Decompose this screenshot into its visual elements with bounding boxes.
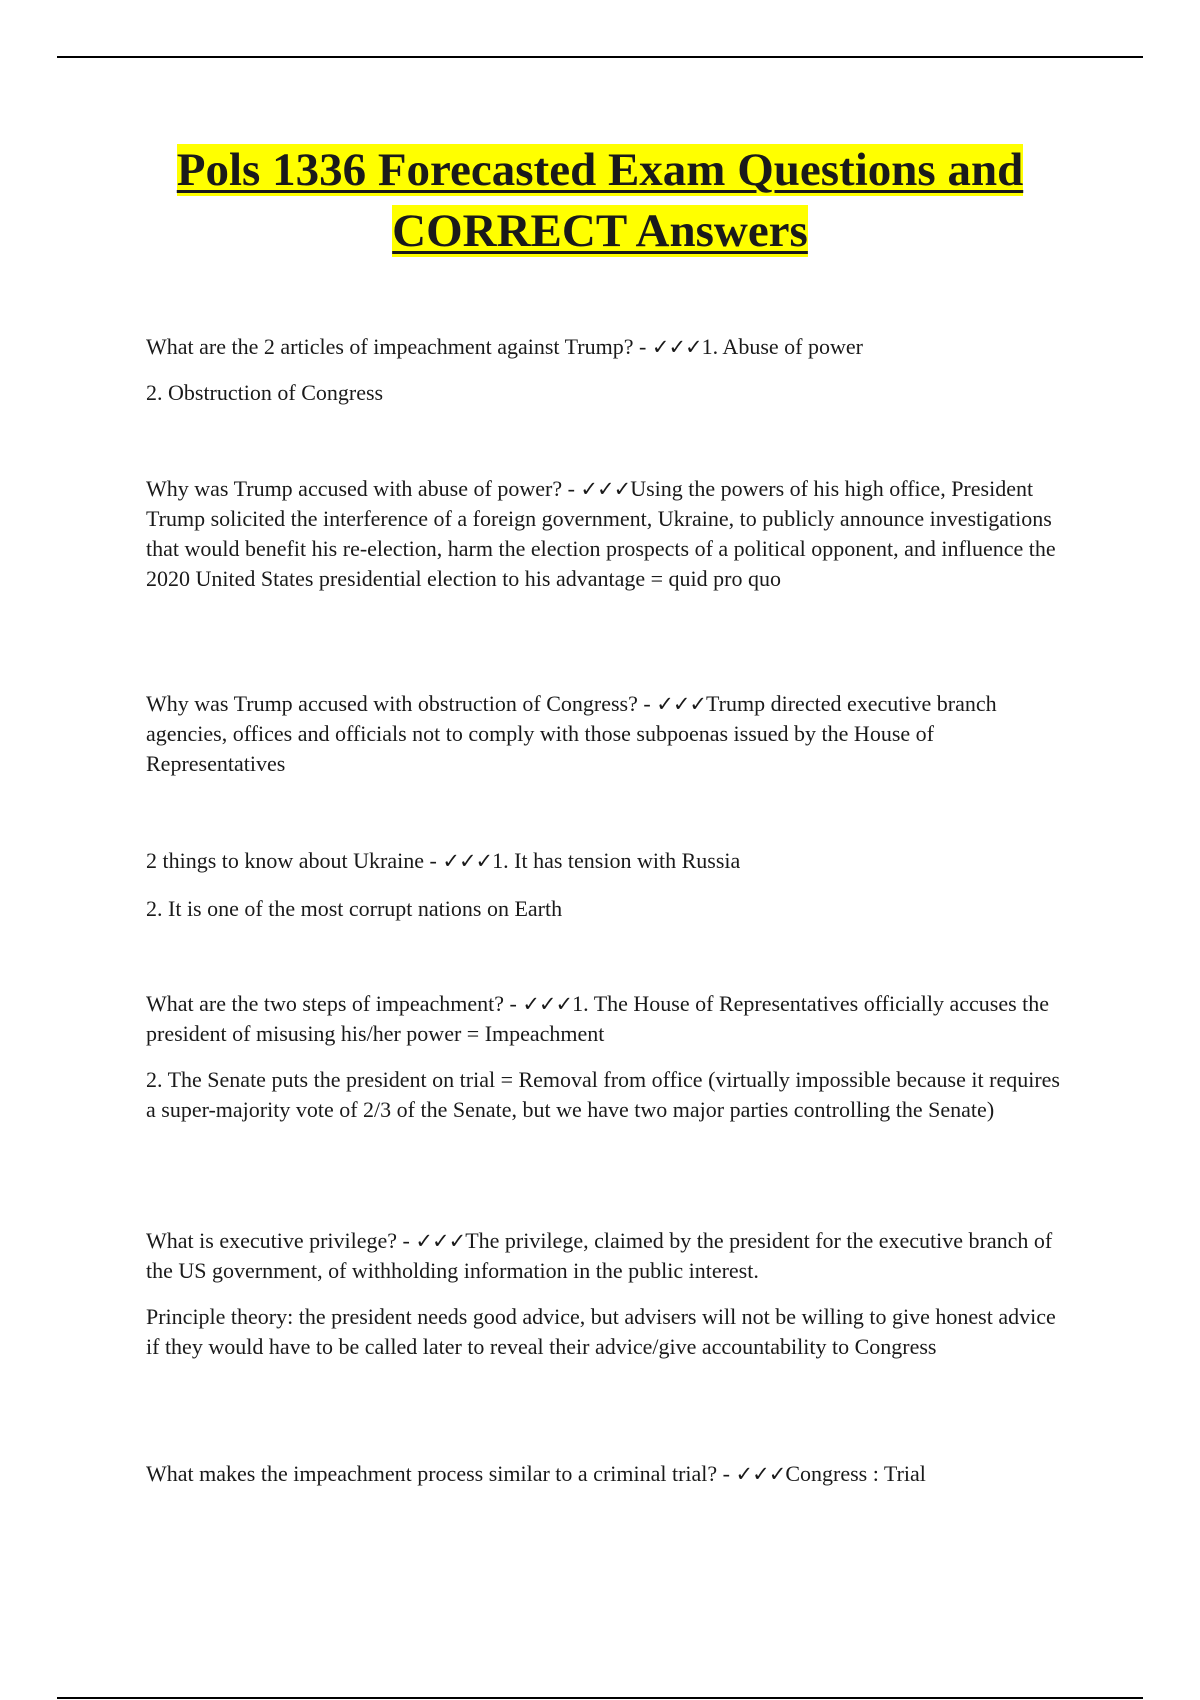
- question-text: What are the 2 articles of impeachment against Trump? -: [146, 334, 652, 359]
- answer-text: Congress : Trial: [785, 1461, 926, 1486]
- question-text: What makes the impeachment process similar to a criminal trial? -: [146, 1461, 736, 1486]
- qa-line: [146, 989, 1066, 1049]
- answer-continuation: Principle theory: the president needs good advice, but advisers will not be willing to give honest advice if they would have to be called later to reveal their advice/give accountability to Congress: [146, 1304, 1056, 1359]
- checkmark-icon: ✓✓✓: [442, 849, 493, 873]
- answer-continuation: 2. Obstruction of Congress: [146, 380, 384, 405]
- page-title: [60, 140, 1140, 262]
- checkmark-icon: ✓✓✓: [415, 1229, 466, 1253]
- top-rule: [57, 56, 1143, 58]
- qa-line: [146, 332, 1066, 362]
- answer-text: 1. It has tension with Russia: [492, 848, 741, 873]
- qa-entry-5: [146, 989, 1066, 1125]
- qa-line: [146, 846, 1066, 876]
- qa-line: [146, 689, 1066, 779]
- answer-text: Using the powers of his high office, President Trump solicited the interference of a foreign government, Ukraine, to publicly announce investigations that would benefit his re-election, harm the election prospects of a political opponent, and influence the 2020 United States presidential election to his advantage = quid pro quo: [146, 476, 1056, 591]
- qa-line: [146, 1459, 1066, 1489]
- qa-line: [146, 474, 1066, 594]
- checkmark-icon: ✓✓✓: [656, 692, 707, 716]
- qa-line: [146, 1226, 1066, 1286]
- qa-entry-1: [146, 332, 1066, 408]
- answer-continuation: 2. It is one of the most corrupt nations on Earth: [146, 896, 563, 921]
- qa-entry-3: [146, 689, 1066, 779]
- qa-entry-2: [146, 474, 1066, 594]
- checkmark-icon: ✓✓✓: [580, 477, 631, 501]
- qa-entry-6: [146, 1226, 1066, 1362]
- question-text: Why was Trump accused with obstruction of Congress? -: [146, 691, 657, 716]
- qa-entry-4: [146, 846, 1066, 924]
- bottom-rule: [57, 1697, 1143, 1699]
- title-line-1: Pols 1336 Forecasted Exam Questions and: [176, 144, 1024, 196]
- checkmark-icon: ✓✓✓: [522, 992, 573, 1016]
- checkmark-icon: ✓✓✓: [651, 335, 702, 359]
- question-text: What are the two steps of impeachment? -: [146, 991, 523, 1016]
- question-text: What is executive privilege? -: [146, 1228, 416, 1253]
- answer-text: 1. The House of Representatives officially accuses the president of misusing his/her power = Impeachment: [146, 991, 1050, 1046]
- qa-entry-7: [146, 1459, 1066, 1489]
- answer-text: Trump directed executive branch agencies, offices and officials not to comply with those subpoenas issued by the House of Representatives: [146, 691, 997, 776]
- answer-continuation: 2. The Senate puts the president on trial = Removal from office (virtually impossible because it requires a super-majority vote of 2/3 of the Senate, but we have two major parties controlling the Senate): [146, 1067, 1060, 1122]
- question-text: 2 things to know about Ukraine -: [146, 848, 443, 873]
- checkmark-icon: ✓✓✓: [735, 1462, 786, 1486]
- answer-text: The privilege, claimed by the president for the executive branch of the US government, of withholding information in the public interest.: [146, 1228, 1053, 1283]
- title-line-2: CORRECT Answers: [392, 205, 808, 257]
- answer-text: 1. Abuse of power: [701, 334, 863, 359]
- question-text: Why was Trump accused with abuse of power? -: [146, 476, 581, 501]
